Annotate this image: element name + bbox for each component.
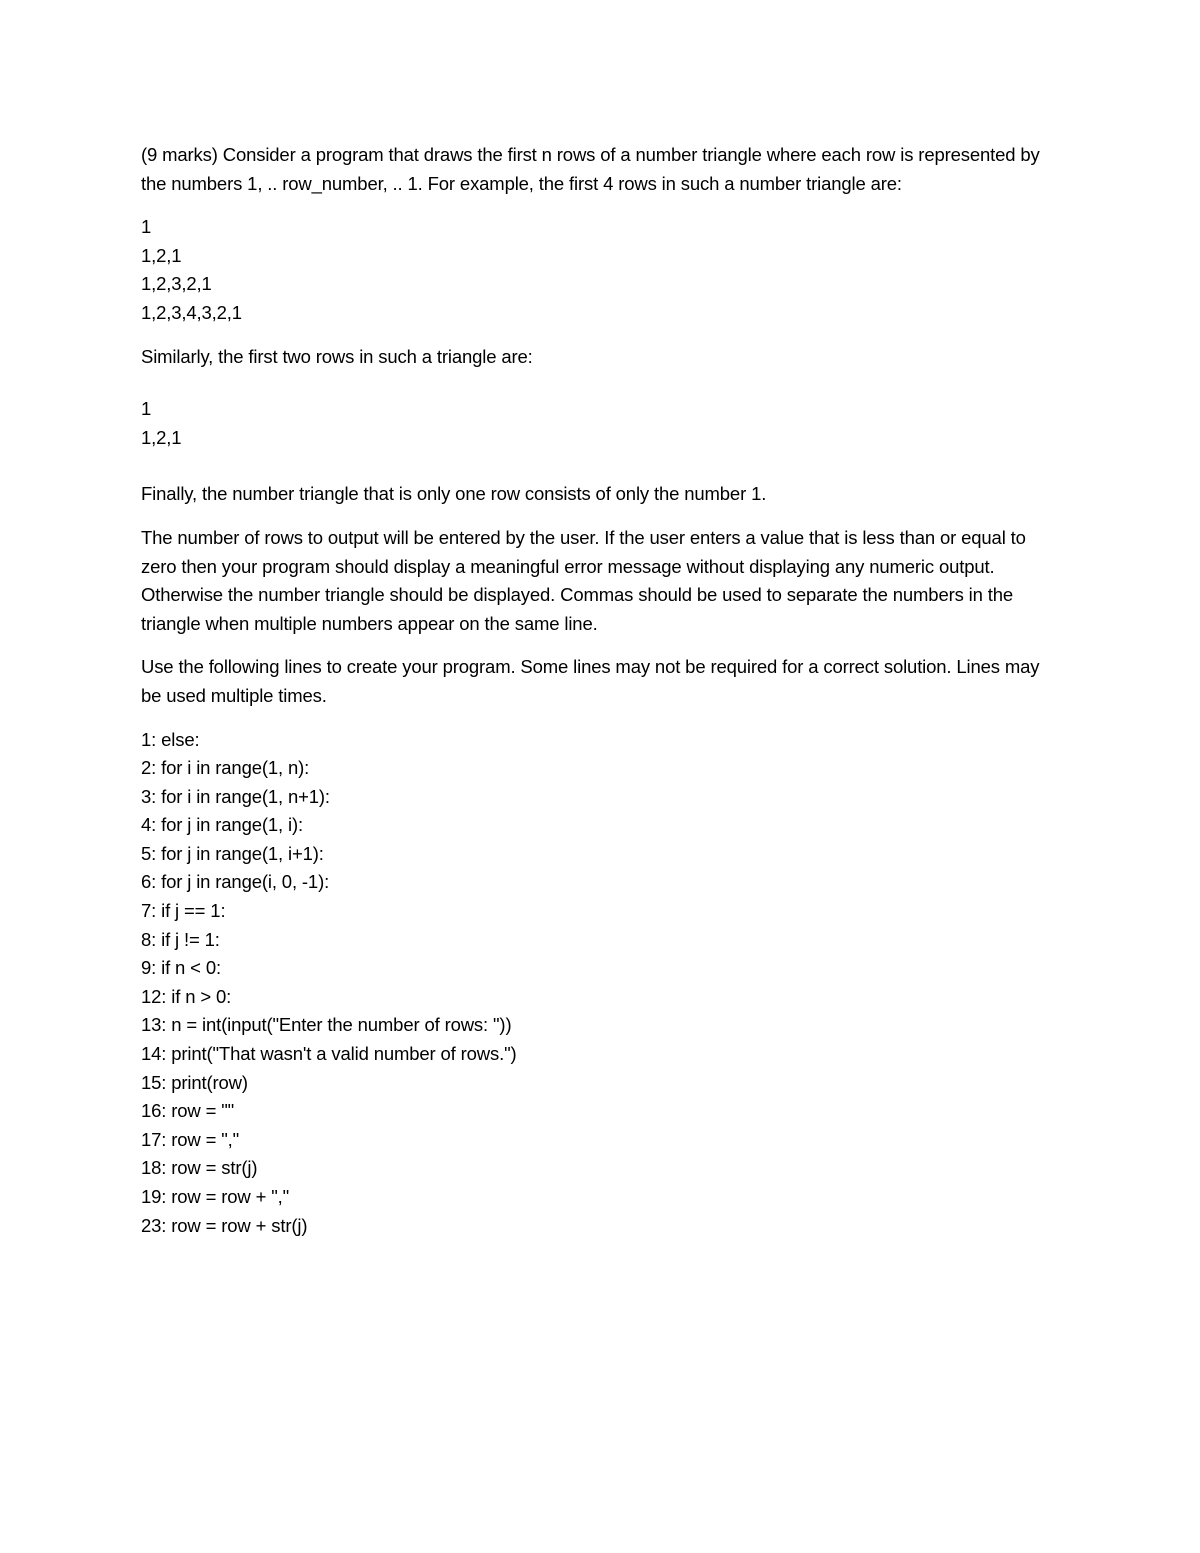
code-line: 14: print("That wasn't a valid number of rows.")	[141, 1043, 517, 1065]
rules-text: The number of rows to output will be entered by the user. If the user enters a value that is less than or equal to zero then your program should display a meaningful error message without displaying any numeric output. Otherwise the number triangle should be displayed. Commas should be used to separate the numbers in the triangle when multiple numbers appear on the same line.	[141, 526, 1026, 634]
example-row: 1,2,3,4,3,2,1	[141, 301, 242, 323]
code-line: 2: for i in range(1, n):	[141, 757, 310, 779]
example-row: 1,2,1	[141, 426, 182, 448]
question-intro: (9 marks) Consider a program that draws the first n rows of a number triangle where each row is represented by the numbers 1, .. row_number, .. 1. For example, the first 4 rows in such a number triangle are:	[141, 144, 1040, 194]
code-line: 23: row = row + str(j)	[141, 1214, 308, 1236]
code-line: 16: row = ""	[141, 1100, 235, 1122]
code-line: 9: if n < 0:	[141, 957, 221, 979]
example-row: 1,2,3,2,1	[141, 273, 212, 295]
instructions-text: Use the following lines to create your program. Some lines may not be required for a correct solution. Lines may be used multiple times.	[141, 656, 1040, 706]
code-line: 12: if n > 0:	[141, 985, 232, 1007]
question-content	[141, 141, 1061, 1240]
example-row: 1	[141, 216, 152, 238]
example-row: 1,2,1	[141, 244, 182, 266]
example-row: 1	[141, 398, 152, 420]
code-line-list	[141, 726, 1061, 1241]
example-four-rows	[141, 213, 1061, 327]
code-line: 7: if j == 1:	[141, 900, 226, 922]
code-line: 5: for j in range(1, i+1):	[141, 842, 324, 864]
code-line: 3: for i in range(1, n+1):	[141, 785, 330, 807]
code-line: 13: n = int(input("Enter the number of rows: "))	[141, 1014, 512, 1036]
code-line: 17: row = ","	[141, 1128, 240, 1150]
code-line: 15: print(row)	[141, 1071, 248, 1093]
code-line: 6: for j in range(i, 0, -1):	[141, 871, 330, 893]
similarly-text: Similarly, the first two rows in such a triangle are:	[141, 345, 533, 367]
example-two-rows	[141, 395, 1061, 452]
code-line: 8: if j != 1:	[141, 928, 220, 950]
code-line: 19: row = row + ","	[141, 1186, 290, 1207]
finally-text: Finally, the number triangle that is only one row consists of only the number 1.	[141, 483, 767, 505]
code-line: 1: else:	[141, 728, 200, 750]
code-line: 4: for j in range(1, i):	[141, 814, 303, 836]
code-line: 18: row = str(j)	[141, 1157, 258, 1179]
